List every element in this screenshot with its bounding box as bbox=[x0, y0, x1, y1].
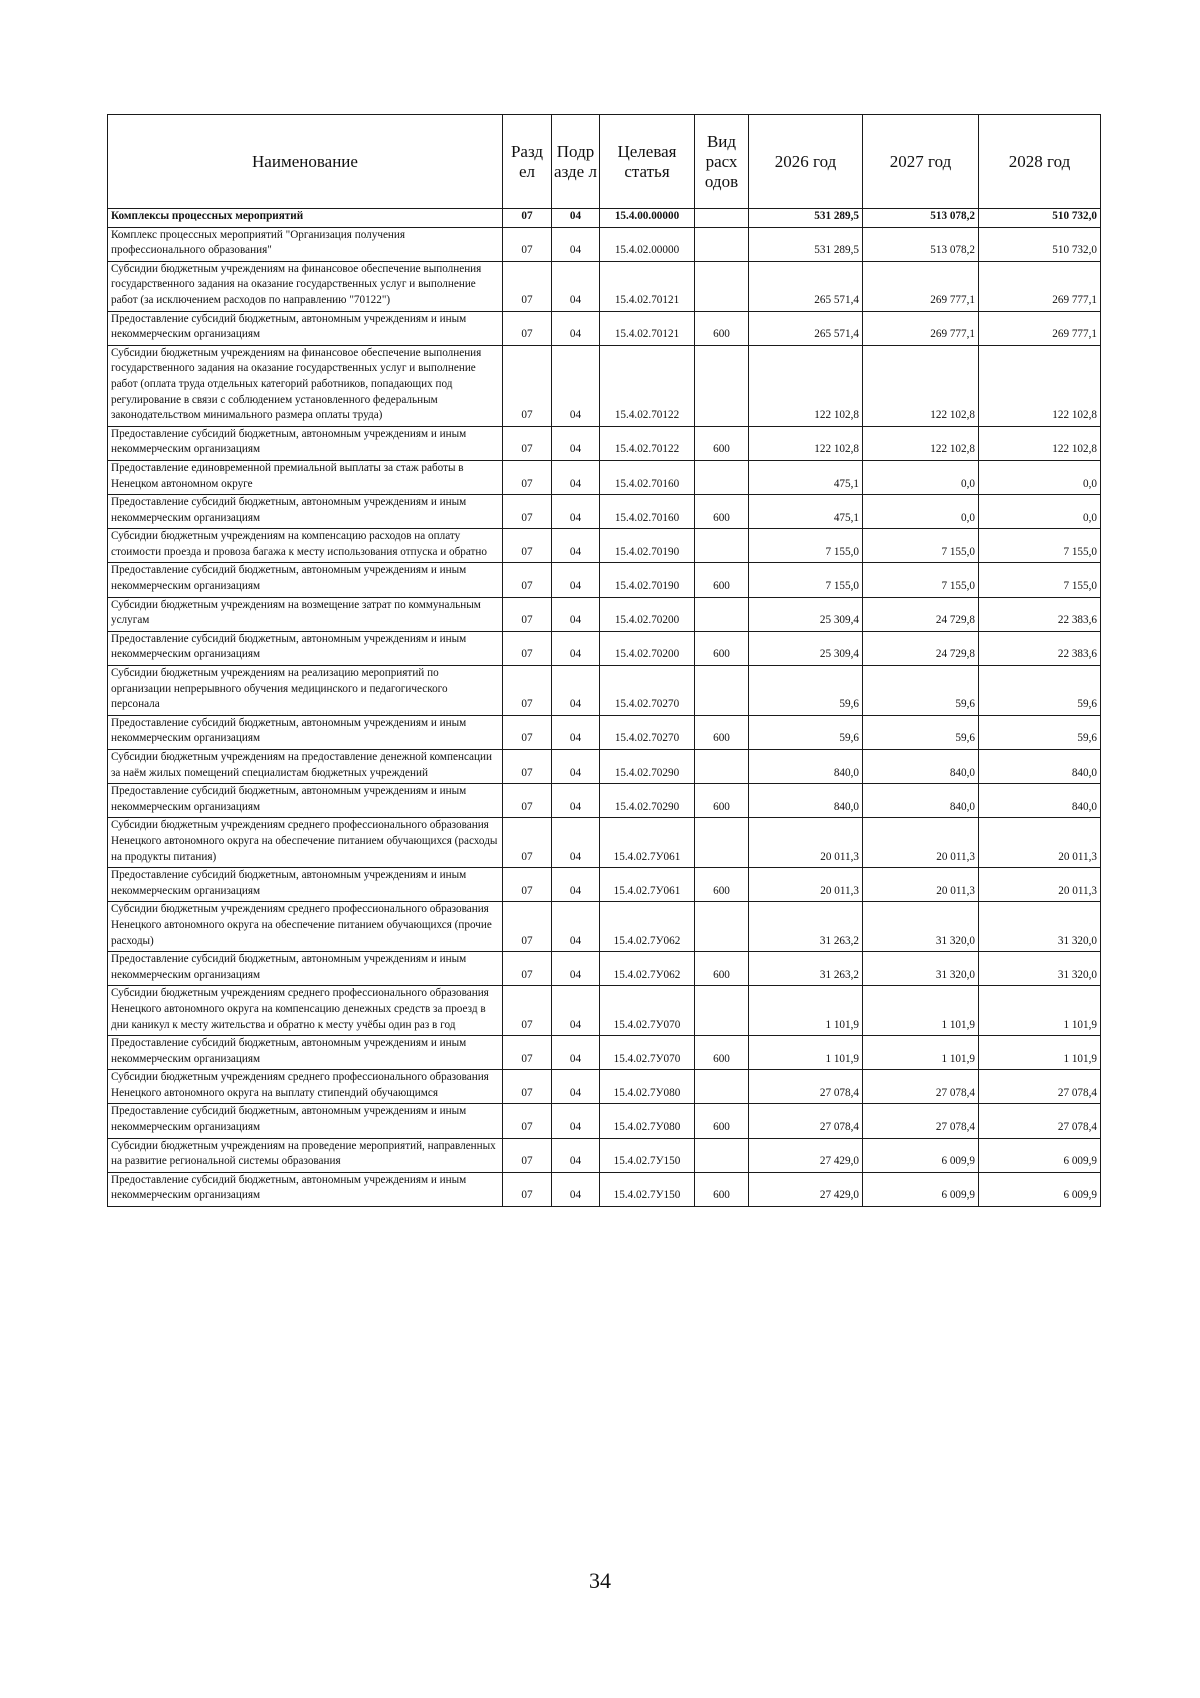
cell-target-article: 15.4.02.7У080 bbox=[600, 1104, 695, 1138]
cell-year-2028: 269 777,1 bbox=[979, 261, 1101, 311]
cell-year-2026: 122 102,8 bbox=[749, 426, 863, 460]
cell-year-2028: 31 320,0 bbox=[979, 902, 1101, 952]
cell-expense-type bbox=[695, 261, 749, 311]
cell-podrazdel: 04 bbox=[552, 784, 600, 818]
cell-podrazdel: 04 bbox=[552, 563, 600, 597]
cell-year-2026: 265 571,4 bbox=[749, 311, 863, 345]
cell-target-article: 15.4.02.70122 bbox=[600, 345, 695, 426]
cell-year-2028: 20 011,3 bbox=[979, 818, 1101, 868]
cell-target-article: 15.4.02.70121 bbox=[600, 311, 695, 345]
cell-razdel: 07 bbox=[503, 750, 552, 784]
cell-name: Субсидии бюджетным учреждениям на финансовое обеспечение выполнения государственного задания на оказание государственных услуг и выполнение работ (оплата труда отдельных категорий работников, попадающих под регулирование в связи с соблюдением установленного федеральным законодательством минимального размера оплаты труда) bbox=[108, 345, 503, 426]
table-row bbox=[108, 784, 1101, 818]
cell-target-article: 15.4.02.70290 bbox=[600, 750, 695, 784]
cell-podrazdel: 04 bbox=[552, 666, 600, 716]
cell-name: Предоставление субсидий бюджетным, автономным учреждениям и иным некоммерческим организациям bbox=[108, 426, 503, 460]
cell-target-article: 15.4.02.7У070 bbox=[600, 986, 695, 1036]
cell-year-2027: 122 102,8 bbox=[863, 426, 979, 460]
header-year-2028: 2028 год bbox=[979, 115, 1101, 209]
cell-year-2028: 20 011,3 bbox=[979, 868, 1101, 902]
cell-target-article: 15.4.02.70270 bbox=[600, 666, 695, 716]
cell-target-article: 15.4.02.7У062 bbox=[600, 902, 695, 952]
cell-target-article: 15.4.02.70290 bbox=[600, 784, 695, 818]
cell-year-2028: 0,0 bbox=[979, 460, 1101, 494]
table-row bbox=[108, 261, 1101, 311]
cell-year-2027: 1 101,9 bbox=[863, 986, 979, 1036]
cell-podrazdel: 04 bbox=[552, 495, 600, 529]
cell-year-2027: 0,0 bbox=[863, 460, 979, 494]
header-target-article: Целевая статья bbox=[600, 115, 695, 209]
cell-name: Предоставление субсидий бюджетным, автономным учреждениям и иным некоммерческим организациям bbox=[108, 715, 503, 749]
cell-expense-type: 600 bbox=[695, 1172, 749, 1206]
table-row bbox=[108, 1138, 1101, 1172]
cell-year-2028: 59,6 bbox=[979, 715, 1101, 749]
cell-expense-type bbox=[695, 1138, 749, 1172]
cell-target-article: 15.4.00.00000 bbox=[600, 209, 695, 228]
cell-expense-type bbox=[695, 750, 749, 784]
cell-name: Предоставление субсидий бюджетным, автономным учреждениям и иным некоммерческим организациям bbox=[108, 784, 503, 818]
cell-target-article: 15.4.02.7У061 bbox=[600, 818, 695, 868]
cell-name: Субсидии бюджетным учреждениям среднего профессионального образования Ненецкого автономного округа на обеспечение питанием обучающихся (прочие расходы) bbox=[108, 902, 503, 952]
cell-year-2028: 22 383,6 bbox=[979, 597, 1101, 631]
budget-table bbox=[107, 114, 1101, 1207]
cell-podrazdel: 04 bbox=[552, 715, 600, 749]
table-row bbox=[108, 818, 1101, 868]
cell-year-2027: 31 320,0 bbox=[863, 902, 979, 952]
cell-podrazdel: 04 bbox=[552, 631, 600, 665]
cell-podrazdel: 04 bbox=[552, 209, 600, 228]
cell-year-2026: 27 429,0 bbox=[749, 1138, 863, 1172]
cell-podrazdel: 04 bbox=[552, 818, 600, 868]
cell-year-2026: 27 078,4 bbox=[749, 1070, 863, 1104]
cell-target-article: 15.4.02.70270 bbox=[600, 715, 695, 749]
cell-razdel: 07 bbox=[503, 715, 552, 749]
cell-target-article: 15.4.02.70190 bbox=[600, 529, 695, 563]
cell-razdel: 07 bbox=[503, 261, 552, 311]
table-body bbox=[108, 209, 1101, 1207]
cell-target-article: 15.4.02.70121 bbox=[600, 261, 695, 311]
budget-table-container bbox=[107, 114, 1101, 1207]
cell-expense-type bbox=[695, 902, 749, 952]
cell-year-2028: 27 078,4 bbox=[979, 1104, 1101, 1138]
cell-expense-type: 600 bbox=[695, 952, 749, 986]
cell-expense-type bbox=[695, 1070, 749, 1104]
cell-razdel: 07 bbox=[503, 902, 552, 952]
cell-name: Предоставление единовременной премиальной выплаты за стаж работы в Ненецком автономном округе bbox=[108, 460, 503, 494]
cell-name: Предоставление субсидий бюджетным, автономным учреждениям и иным некоммерческим организациям bbox=[108, 1036, 503, 1070]
cell-podrazdel: 04 bbox=[552, 902, 600, 952]
cell-year-2026: 25 309,4 bbox=[749, 631, 863, 665]
cell-year-2026: 265 571,4 bbox=[749, 261, 863, 311]
table-row bbox=[108, 345, 1101, 426]
table-row bbox=[108, 952, 1101, 986]
cell-razdel: 07 bbox=[503, 784, 552, 818]
cell-podrazdel: 04 bbox=[552, 261, 600, 311]
cell-target-article: 15.4.02.70200 bbox=[600, 631, 695, 665]
cell-razdel: 07 bbox=[503, 563, 552, 597]
cell-name: Предоставление субсидий бюджетным, автономным учреждениям и иным некоммерческим организациям bbox=[108, 563, 503, 597]
cell-year-2026: 531 289,5 bbox=[749, 227, 863, 261]
table-row bbox=[108, 209, 1101, 228]
cell-podrazdel: 04 bbox=[552, 529, 600, 563]
table-row bbox=[108, 986, 1101, 1036]
table-header-row bbox=[108, 115, 1101, 209]
cell-year-2026: 7 155,0 bbox=[749, 529, 863, 563]
cell-year-2027: 840,0 bbox=[863, 784, 979, 818]
cell-year-2026: 840,0 bbox=[749, 750, 863, 784]
cell-year-2026: 7 155,0 bbox=[749, 563, 863, 597]
cell-year-2028: 840,0 bbox=[979, 784, 1101, 818]
cell-year-2026: 1 101,9 bbox=[749, 986, 863, 1036]
cell-razdel: 07 bbox=[503, 426, 552, 460]
cell-year-2028: 510 732,0 bbox=[979, 227, 1101, 261]
cell-expense-type bbox=[695, 227, 749, 261]
cell-name: Субсидии бюджетным учреждениям на финансовое обеспечение выполнения государственного задания на оказание государственных услуг и выполнение работ (за исключением расходов по направлению "70122") bbox=[108, 261, 503, 311]
cell-razdel: 07 bbox=[503, 529, 552, 563]
cell-name: Комплекс процессных мероприятий "Организация получения профессионального образования" bbox=[108, 227, 503, 261]
cell-year-2026: 20 011,3 bbox=[749, 868, 863, 902]
cell-year-2028: 59,6 bbox=[979, 666, 1101, 716]
cell-razdel: 07 bbox=[503, 1104, 552, 1138]
cell-target-article: 15.4.02.70160 bbox=[600, 495, 695, 529]
cell-year-2027: 59,6 bbox=[863, 666, 979, 716]
cell-target-article: 15.4.02.7У070 bbox=[600, 1036, 695, 1070]
cell-year-2027: 24 729,8 bbox=[863, 631, 979, 665]
cell-razdel: 07 bbox=[503, 1070, 552, 1104]
cell-expense-type bbox=[695, 666, 749, 716]
cell-razdel: 07 bbox=[503, 227, 552, 261]
cell-year-2028: 6 009,9 bbox=[979, 1172, 1101, 1206]
table-row bbox=[108, 902, 1101, 952]
cell-year-2028: 7 155,0 bbox=[979, 529, 1101, 563]
table-row bbox=[108, 563, 1101, 597]
cell-razdel: 07 bbox=[503, 1036, 552, 1070]
cell-name: Предоставление субсидий бюджетным, автономным учреждениям и иным некоммерческим организациям bbox=[108, 1104, 503, 1138]
cell-year-2027: 513 078,2 bbox=[863, 227, 979, 261]
cell-year-2027: 31 320,0 bbox=[863, 952, 979, 986]
cell-target-article: 15.4.02.7У080 bbox=[600, 1070, 695, 1104]
cell-year-2027: 7 155,0 bbox=[863, 529, 979, 563]
cell-expense-type: 600 bbox=[695, 1104, 749, 1138]
cell-name: Субсидии бюджетным учреждениям на реализацию мероприятий по организации непрерывного обучения медицинского и педагогического персонала bbox=[108, 666, 503, 716]
header-razdel: Разд ел bbox=[503, 115, 552, 209]
table-row bbox=[108, 631, 1101, 665]
table-row bbox=[108, 460, 1101, 494]
table-row bbox=[108, 495, 1101, 529]
cell-year-2026: 27 078,4 bbox=[749, 1104, 863, 1138]
cell-year-2027: 20 011,3 bbox=[863, 818, 979, 868]
cell-year-2026: 122 102,8 bbox=[749, 345, 863, 426]
cell-year-2027: 1 101,9 bbox=[863, 1036, 979, 1070]
cell-expense-type bbox=[695, 597, 749, 631]
cell-razdel: 07 bbox=[503, 597, 552, 631]
cell-year-2028: 1 101,9 bbox=[979, 986, 1101, 1036]
cell-expense-type bbox=[695, 986, 749, 1036]
cell-target-article: 15.4.02.70190 bbox=[600, 563, 695, 597]
cell-year-2027: 513 078,2 bbox=[863, 209, 979, 228]
table-row bbox=[108, 529, 1101, 563]
cell-podrazdel: 04 bbox=[552, 227, 600, 261]
table-row bbox=[108, 1070, 1101, 1104]
cell-year-2028: 22 383,6 bbox=[979, 631, 1101, 665]
cell-year-2027: 122 102,8 bbox=[863, 345, 979, 426]
cell-year-2028: 840,0 bbox=[979, 750, 1101, 784]
cell-expense-type: 600 bbox=[695, 631, 749, 665]
cell-year-2027: 6 009,9 bbox=[863, 1138, 979, 1172]
cell-podrazdel: 04 bbox=[552, 1036, 600, 1070]
cell-year-2026: 1 101,9 bbox=[749, 1036, 863, 1070]
cell-razdel: 07 bbox=[503, 986, 552, 1036]
cell-name: Предоставление субсидий бюджетным, автономным учреждениям и иным некоммерческим организациям bbox=[108, 631, 503, 665]
table-row bbox=[108, 1172, 1101, 1206]
header-name: Наименование bbox=[108, 115, 503, 209]
cell-expense-type bbox=[695, 209, 749, 228]
cell-podrazdel: 04 bbox=[552, 426, 600, 460]
cell-year-2027: 27 078,4 bbox=[863, 1104, 979, 1138]
cell-year-2027: 20 011,3 bbox=[863, 868, 979, 902]
cell-expense-type: 600 bbox=[695, 868, 749, 902]
cell-expense-type: 600 bbox=[695, 311, 749, 345]
cell-expense-type: 600 bbox=[695, 1036, 749, 1070]
cell-target-article: 15.4.02.7У062 bbox=[600, 952, 695, 986]
cell-expense-type: 600 bbox=[695, 495, 749, 529]
cell-expense-type: 600 bbox=[695, 563, 749, 597]
cell-name: Предоставление субсидий бюджетным, автономным учреждениям и иным некоммерческим организациям bbox=[108, 1172, 503, 1206]
cell-podrazdel: 04 bbox=[552, 460, 600, 494]
cell-expense-type bbox=[695, 818, 749, 868]
cell-target-article: 15.4.02.7У061 bbox=[600, 868, 695, 902]
cell-podrazdel: 04 bbox=[552, 952, 600, 986]
cell-razdel: 07 bbox=[503, 666, 552, 716]
cell-year-2027: 6 009,9 bbox=[863, 1172, 979, 1206]
cell-target-article: 15.4.02.70122 bbox=[600, 426, 695, 460]
cell-podrazdel: 04 bbox=[552, 986, 600, 1036]
cell-podrazdel: 04 bbox=[552, 1138, 600, 1172]
cell-expense-type: 600 bbox=[695, 784, 749, 818]
cell-name: Субсидии бюджетным учреждениям среднего профессионального образования Ненецкого автономного округа на компенсацию денежных средств за проезд в дни каникул к месту жительства и обратно к месту учёбы один раз в год bbox=[108, 986, 503, 1036]
cell-expense-type bbox=[695, 529, 749, 563]
cell-year-2028: 269 777,1 bbox=[979, 311, 1101, 345]
page-number: 34 bbox=[589, 1568, 611, 1593]
cell-year-2026: 59,6 bbox=[749, 666, 863, 716]
cell-expense-type: 600 bbox=[695, 426, 749, 460]
cell-target-article: 15.4.02.70160 bbox=[600, 460, 695, 494]
cell-expense-type bbox=[695, 345, 749, 426]
table-row bbox=[108, 868, 1101, 902]
cell-name: Субсидии бюджетным учреждениям на возмещение затрат по коммунальным услугам bbox=[108, 597, 503, 631]
cell-razdel: 07 bbox=[503, 495, 552, 529]
cell-razdel: 07 bbox=[503, 311, 552, 345]
header-podrazdel: Подр азде л bbox=[552, 115, 600, 209]
cell-year-2026: 27 429,0 bbox=[749, 1172, 863, 1206]
cell-year-2028: 0,0 bbox=[979, 495, 1101, 529]
cell-target-article: 15.4.02.7У150 bbox=[600, 1172, 695, 1206]
cell-name: Субсидии бюджетным учреждениям среднего профессионального образования Ненецкого автономного округа на выплату стипендий обучающимся bbox=[108, 1070, 503, 1104]
cell-name: Предоставление субсидий бюджетным, автономным учреждениям и иным некоммерческим организациям bbox=[108, 952, 503, 986]
cell-year-2026: 59,6 bbox=[749, 715, 863, 749]
cell-expense-type: 600 bbox=[695, 715, 749, 749]
table-row bbox=[108, 715, 1101, 749]
cell-year-2026: 840,0 bbox=[749, 784, 863, 818]
cell-name: Субсидии бюджетным учреждениям на компенсацию расходов на оплату стоимости проезда и провоза багажа к месту использования отпуска и обратно bbox=[108, 529, 503, 563]
cell-year-2026: 475,1 bbox=[749, 495, 863, 529]
cell-razdel: 07 bbox=[503, 631, 552, 665]
table-row bbox=[108, 1104, 1101, 1138]
cell-year-2028: 122 102,8 bbox=[979, 345, 1101, 426]
cell-year-2026: 25 309,4 bbox=[749, 597, 863, 631]
cell-target-article: 15.4.02.7У150 bbox=[600, 1138, 695, 1172]
cell-name: Предоставление субсидий бюджетным, автономным учреждениям и иным некоммерческим организациям bbox=[108, 311, 503, 345]
cell-razdel: 07 bbox=[503, 818, 552, 868]
cell-podrazdel: 04 bbox=[552, 868, 600, 902]
cell-podrazdel: 04 bbox=[552, 1070, 600, 1104]
cell-year-2028: 6 009,9 bbox=[979, 1138, 1101, 1172]
cell-year-2027: 269 777,1 bbox=[863, 261, 979, 311]
cell-razdel: 07 bbox=[503, 868, 552, 902]
cell-year-2026: 31 263,2 bbox=[749, 902, 863, 952]
cell-name: Комплексы процессных мероприятий bbox=[108, 209, 503, 228]
cell-razdel: 07 bbox=[503, 345, 552, 426]
table-row bbox=[108, 1036, 1101, 1070]
cell-year-2027: 59,6 bbox=[863, 715, 979, 749]
cell-name: Субсидии бюджетным учреждениям среднего профессионального образования Ненецкого автономного округа на обеспечение питанием обучающихся (расходы на продукты питания) bbox=[108, 818, 503, 868]
cell-razdel: 07 bbox=[503, 460, 552, 494]
header-year-2027: 2027 год bbox=[863, 115, 979, 209]
cell-year-2028: 27 078,4 bbox=[979, 1070, 1101, 1104]
cell-year-2027: 840,0 bbox=[863, 750, 979, 784]
header-year-2026: 2026 год bbox=[749, 115, 863, 209]
cell-year-2027: 269 777,1 bbox=[863, 311, 979, 345]
cell-name: Субсидии бюджетным учреждениям на предоставление денежной компенсации за наём жилых помещений специалистам бюджетных учреждений bbox=[108, 750, 503, 784]
cell-podrazdel: 04 bbox=[552, 597, 600, 631]
cell-name: Субсидии бюджетным учреждениям на проведение мероприятий, направленных на развитие региональной системы образования bbox=[108, 1138, 503, 1172]
table-row bbox=[108, 597, 1101, 631]
cell-year-2026: 475,1 bbox=[749, 460, 863, 494]
cell-podrazdel: 04 bbox=[552, 345, 600, 426]
cell-podrazdel: 04 bbox=[552, 1104, 600, 1138]
table-row bbox=[108, 227, 1101, 261]
cell-year-2026: 20 011,3 bbox=[749, 818, 863, 868]
table-row bbox=[108, 426, 1101, 460]
cell-target-article: 15.4.02.00000 bbox=[600, 227, 695, 261]
cell-expense-type bbox=[695, 460, 749, 494]
table-row bbox=[108, 750, 1101, 784]
cell-year-2026: 531 289,5 bbox=[749, 209, 863, 228]
cell-year-2026: 31 263,2 bbox=[749, 952, 863, 986]
cell-razdel: 07 bbox=[503, 209, 552, 228]
cell-year-2027: 27 078,4 bbox=[863, 1070, 979, 1104]
cell-razdel: 07 bbox=[503, 1172, 552, 1206]
cell-year-2028: 122 102,8 bbox=[979, 426, 1101, 460]
cell-podrazdel: 04 bbox=[552, 750, 600, 784]
cell-year-2027: 24 729,8 bbox=[863, 597, 979, 631]
cell-podrazdel: 04 bbox=[552, 311, 600, 345]
cell-target-article: 15.4.02.70200 bbox=[600, 597, 695, 631]
cell-razdel: 07 bbox=[503, 952, 552, 986]
table-row bbox=[108, 666, 1101, 716]
cell-year-2027: 7 155,0 bbox=[863, 563, 979, 597]
cell-year-2027: 0,0 bbox=[863, 495, 979, 529]
cell-year-2028: 7 155,0 bbox=[979, 563, 1101, 597]
cell-name: Предоставление субсидий бюджетным, автономным учреждениям и иным некоммерческим организациям bbox=[108, 495, 503, 529]
table-row bbox=[108, 311, 1101, 345]
cell-podrazdel: 04 bbox=[552, 1172, 600, 1206]
cell-name: Предоставление субсидий бюджетным, автономным учреждениям и иным некоммерческим организациям bbox=[108, 868, 503, 902]
cell-razdel: 07 bbox=[503, 1138, 552, 1172]
cell-year-2028: 31 320,0 bbox=[979, 952, 1101, 986]
header-expense-type: Вид расх одов bbox=[695, 115, 749, 209]
cell-year-2028: 1 101,9 bbox=[979, 1036, 1101, 1070]
cell-year-2028: 510 732,0 bbox=[979, 209, 1101, 228]
